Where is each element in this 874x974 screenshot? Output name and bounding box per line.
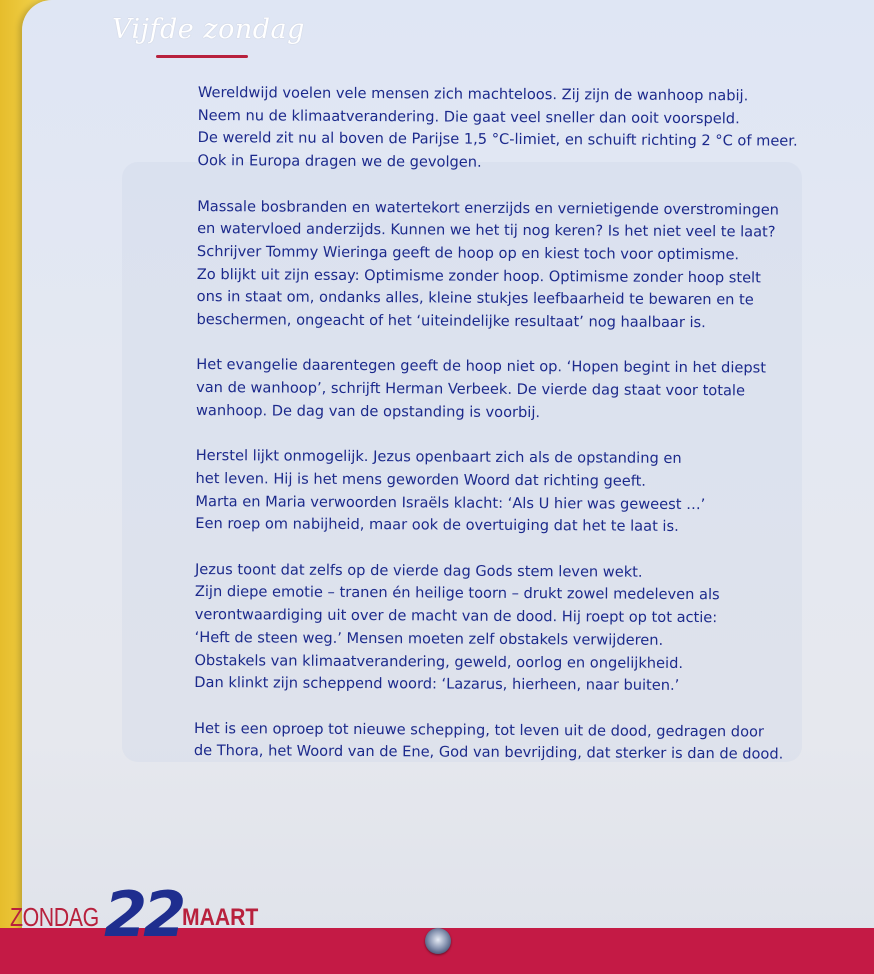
text-line: van de wanhoop’, schrijft Herman Verbeek. De vierde dag staat voor totale <box>196 379 746 400</box>
day-number: 22 <box>104 878 183 951</box>
text-line: Een roep om nabijheid, maar ook de overtuiging dat het te laat is. <box>195 515 679 536</box>
text-line: Dan klinkt zijn scheppend woord: ‘Lazarus, hierheen, naar buiten.’ <box>194 674 680 695</box>
text-line: ‘Heft de steen weg.’ Mensen moeten zelf obstakels verwijderen. <box>194 628 664 649</box>
paragraph-3 <box>196 354 796 426</box>
text-line: Massale bosbranden en watertekort enerzijds en vernietigende overstromingen <box>197 197 780 219</box>
title-underline <box>156 55 248 58</box>
text-line: Jezus toont dat zelfs op de vierde dag Gods stem leven wekt. <box>194 560 643 581</box>
text-line: Zijn diepe emotie – tranen én heilige toorn – drukt zowel medeleven als <box>194 583 720 604</box>
article-body <box>194 82 798 789</box>
page-title: Vijfde zondag <box>112 14 305 45</box>
weekday-label: ZONDAG <box>10 902 99 932</box>
hanging-ring-icon <box>425 928 451 954</box>
text-line: beschermen, ongeacht of het ‘uiteindelijke resultaat’ nog haalbaar is. <box>196 311 706 332</box>
paragraph-4 <box>195 445 796 539</box>
text-line: verontwaardiging uit over de macht van de dood. Hij roept op tot actie: <box>194 606 718 627</box>
text-line: Het is een oproep tot nieuwe schepping, tot leven uit de dood, gedragen door <box>194 719 765 741</box>
paragraph-6 <box>194 718 794 767</box>
paragraph-2 <box>196 195 797 335</box>
text-line: Zo blijkt uit zijn essay: Optimisme zonder hoop. Optimisme zonder hoop stelt <box>196 265 761 287</box>
text-line: Schrijver Tommy Wieringa geeft de hoop op en kiest toch voor optimisme. <box>196 242 740 264</box>
text-line: Ook in Europa dragen we de gevolgen. <box>197 152 482 171</box>
text-line: Obstakels van klimaatverandering, geweld, oorlog en ongelijkheid. <box>194 651 684 672</box>
text-line: Het evangelie daarentegen geeft de hoop niet op. ‘Hopen begint in het diepst <box>196 356 767 377</box>
text-line: Marta en Maria verwoorden Israëls klacht: ‘Als U hier was geweest …’ <box>195 492 706 513</box>
text-line: Herstel lijkt onmogelijk. Jezus openbaart zich als de opstanding en <box>195 447 682 468</box>
paragraph-1 <box>197 82 798 176</box>
text-line: het leven. Hij is het mens geworden Woord dat richting geeft. <box>195 469 647 490</box>
month-label: MAART <box>182 904 259 931</box>
text-line: De wereld zit nu al boven de Parijse 1,5 °C-limiet, en schuift richting 2 °C of meer. <box>197 129 798 151</box>
text-line: en watervloed anderzijds. Kunnen we het tij nog keren? Is het niet veel te laat? <box>197 220 776 241</box>
text-line: de Thora, het Woord van de Ene, God van bevrijding, dat sterker is dan de dood. <box>193 742 784 763</box>
paragraph-5 <box>194 559 795 699</box>
text-line: wanhoop. De dag van de opstanding is voorbij. <box>195 401 541 421</box>
text-line: Neem nu de klimaatverandering. Die gaat veel sneller dan ooit voorspeld. <box>197 106 740 128</box>
text-line: Wereldwijd voelen vele mensen zich machteloos. Zij zijn de wanhoop nabij. <box>197 83 749 105</box>
text-line: ons in staat om, ondanks alles, kleine stukjes leefbaarheid te bewaren en te <box>196 288 754 309</box>
